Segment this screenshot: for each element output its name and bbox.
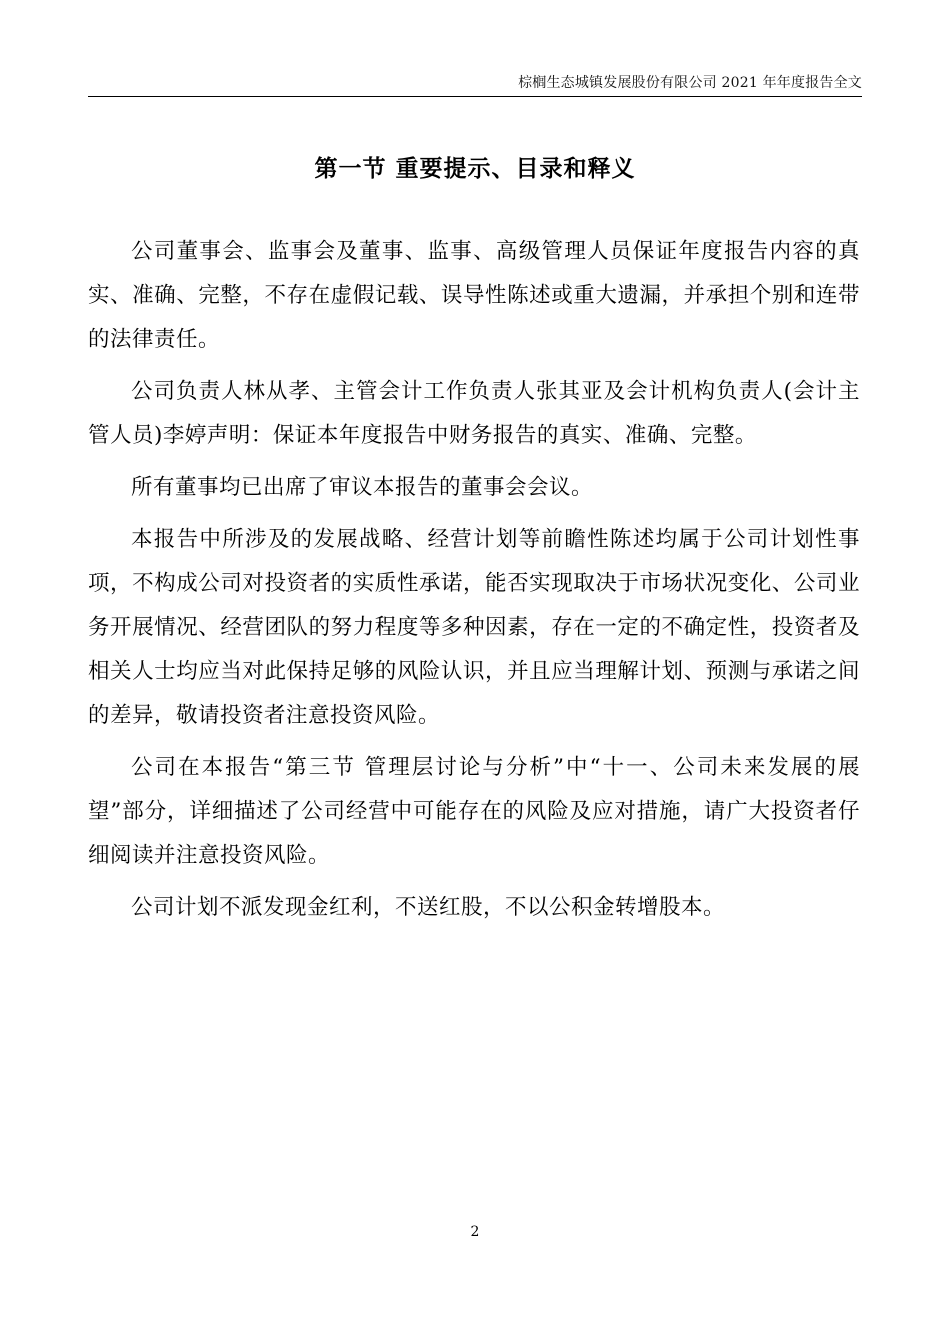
section-title: 第一节 重要提示、目录和释义 (314, 156, 636, 182)
paragraph-forward-looking-statement: 本报告中所涉及的发展战略、经营计划等前瞻性陈述均属于公司计划性事项，不构成公司对投资者的实质性承诺，能否实现取决于市场状况变化、公司业务开展情况、经营团队的努力程度等多种因素，存在一定的不确定性，投资者及相关人士均应当对此保持足够的风险认识，并且应当理解计划、预测与承诺之间的差异，敬请投资者注意投资风险。 (88, 527, 860, 728)
running-header: 棕榈生态城镇发展股份有限公司 2021 年年度报告全文 (518, 75, 862, 91)
body-text (88, 230, 860, 938)
paragraph-dividend-plan: 公司计划不派发现金红利，不送红股，不以公积金转增股本。 (131, 895, 726, 920)
paragraph-responsible-persons-statement: 公司负责人林从孝、主管会计工作负责人张其亚及会计机构负责人(会计主管人员)李婷声明：保证本年度报告中财务报告的真实、准确、完整。 (88, 379, 860, 448)
header-divider (88, 96, 862, 97)
paragraph-directors-attendance: 所有董事均已出席了审议本报告的董事会会议。 (131, 475, 594, 500)
paragraph-risk-reference: 公司在本报告“第三节 管理层讨论与分析”中“十一、公司未来发展的展望”部分，详细描述了公司经营中可能存在的风险及应对措施，请广大投资者仔细阅读并注意投资风险。 (88, 755, 860, 868)
paragraph-board-guarantee: 公司董事会、监事会及董事、监事、高级管理人员保证年度报告内容的真实、准确、完整，不存在虚假记载、误导性陈述或重大遗漏，并承担个别和连带的法律责任。 (88, 239, 860, 352)
page-number: 2 (470, 1224, 480, 1240)
